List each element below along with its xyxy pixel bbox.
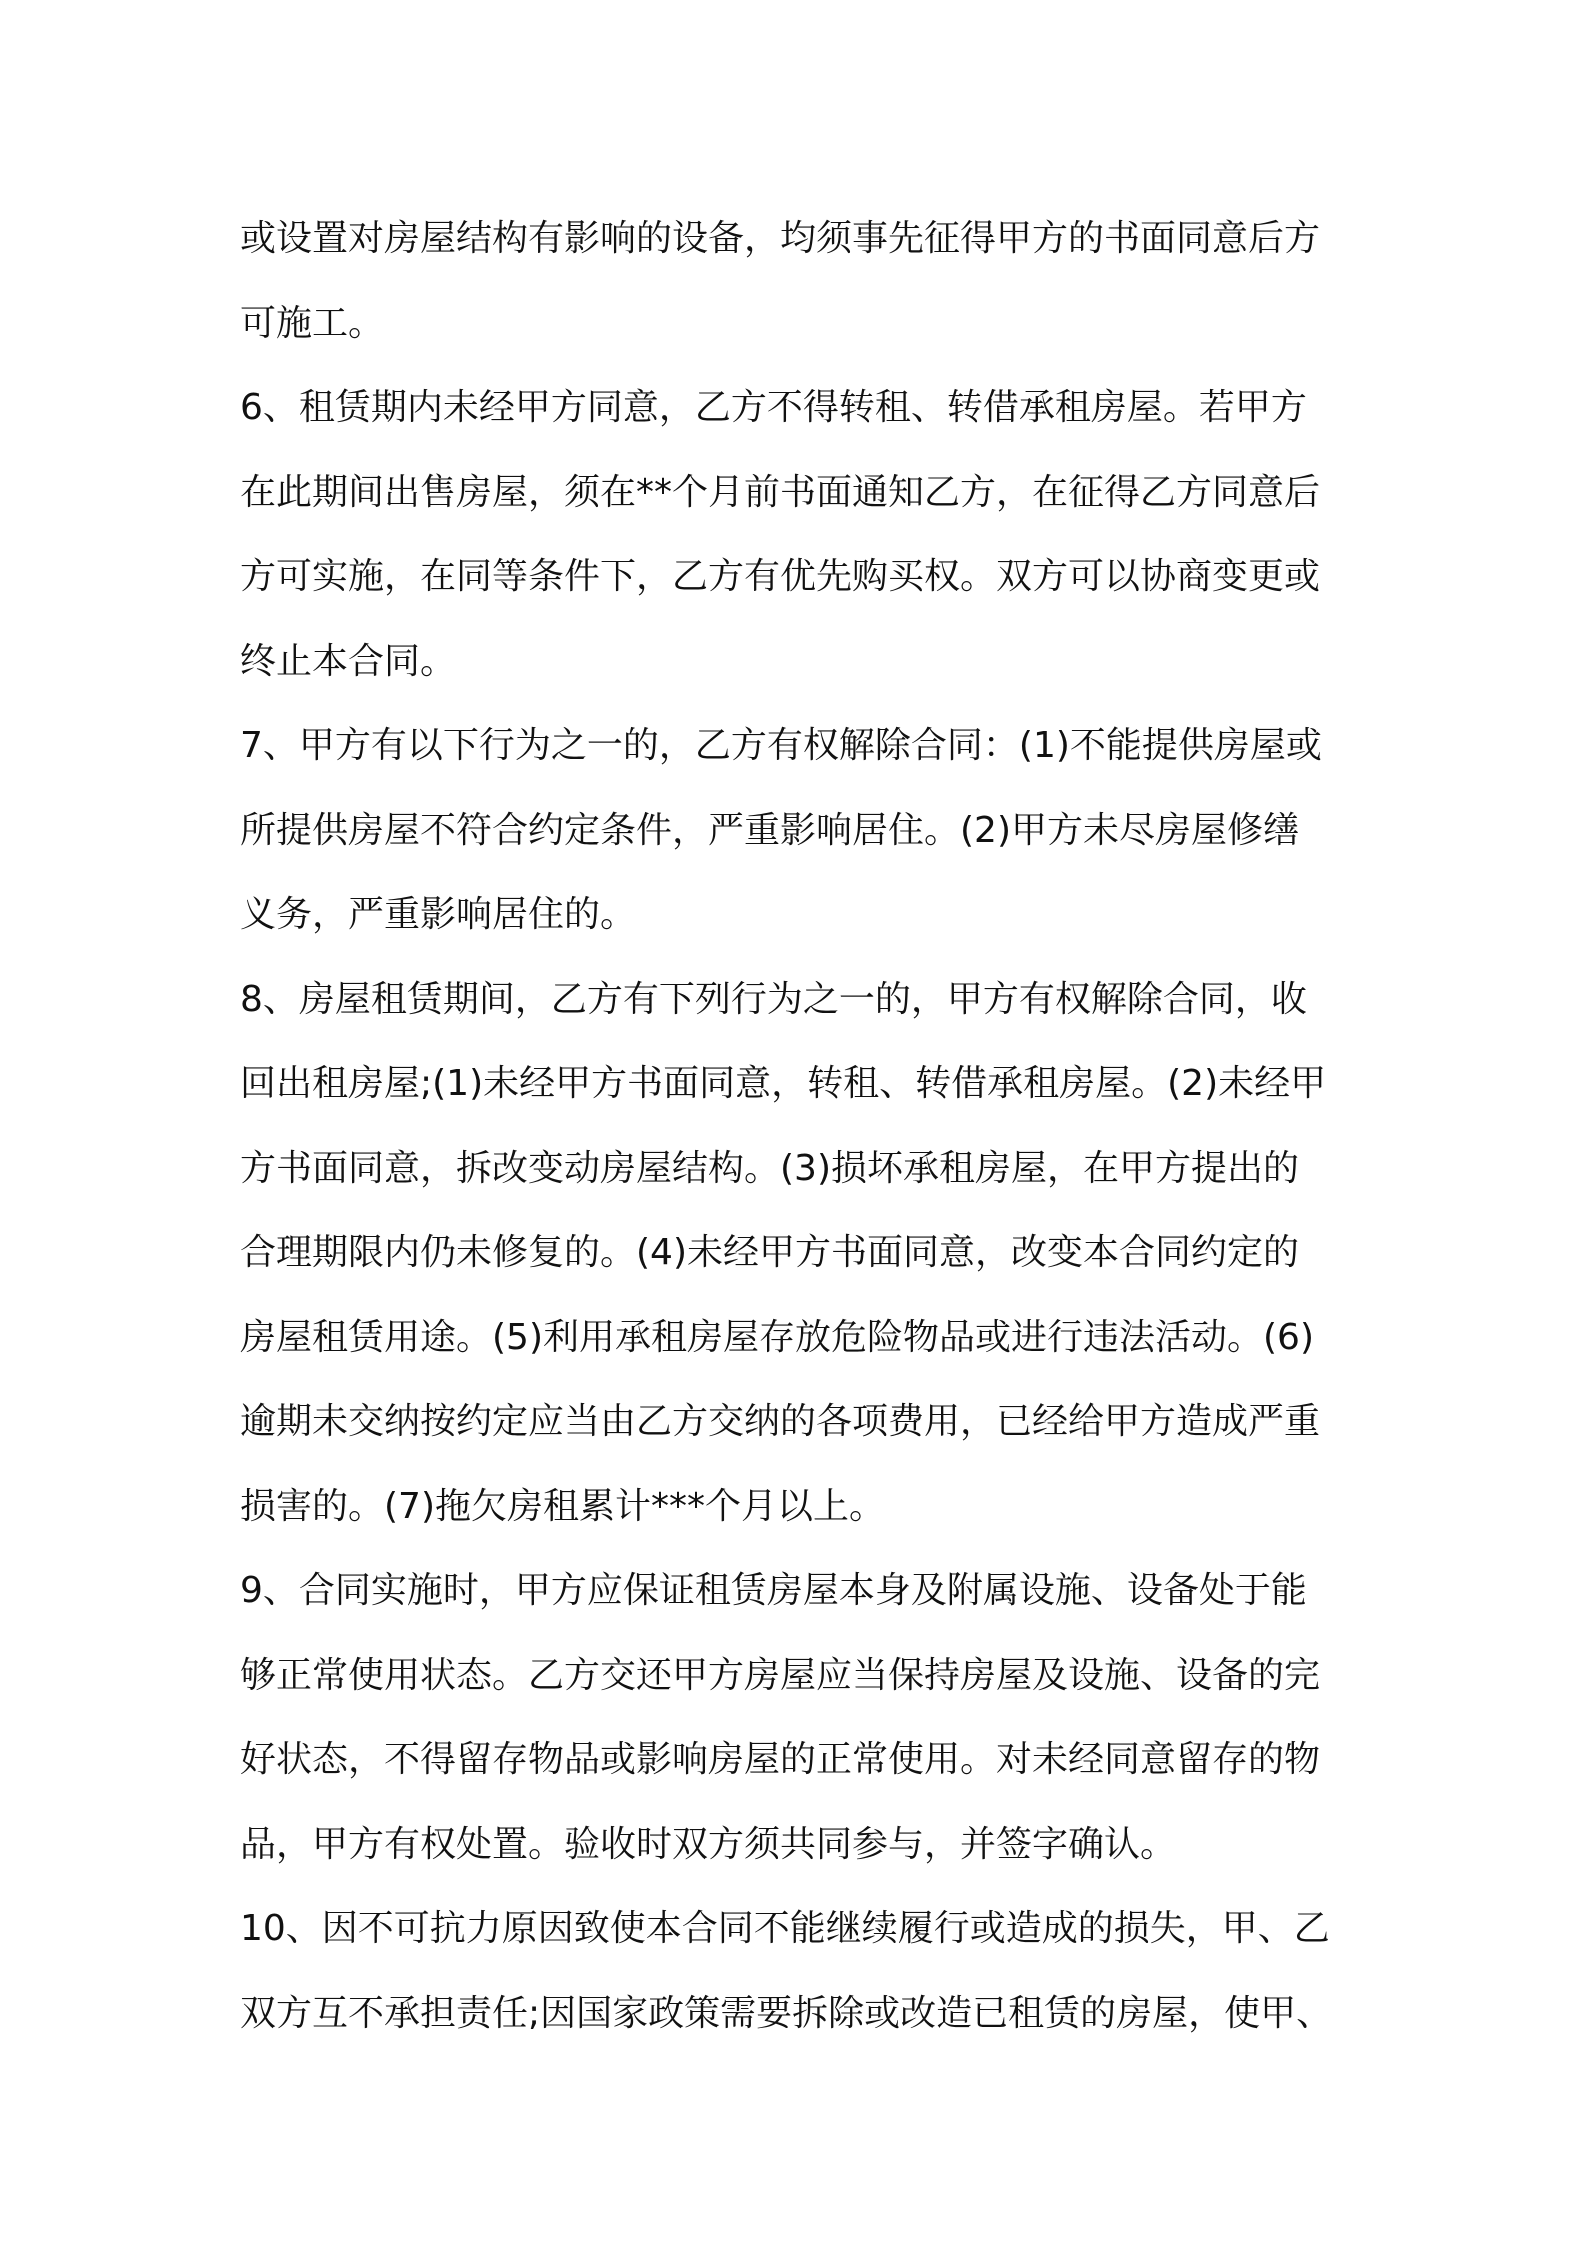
clause-9-line: 9、合同实施时，甲方应保证租赁房屋本身及附属设施、设备处于能 [240, 1570, 1307, 1611]
text-line: 损害的。(7)拖欠房租累计***个月以上。 [240, 1485, 885, 1527]
clause-8-line: 8、房屋租赁期间，乙方有下列行为之一的，甲方有权解除合同，收 [240, 978, 1307, 1020]
text-line: 所提供房屋不符合约定条件，严重影响居住。(2)甲方未尽房屋修缮 [240, 809, 1299, 851]
clause-6-line: 6、租赁期内未经甲方同意，乙方不得转租、转借承租房屋。若甲方 [240, 387, 1307, 428]
text-line: 或设置对房屋结构有影响的设备，均须事先征得甲方的书面同意后方 [240, 218, 1321, 259]
clause-7-line: 7、甲方有以下行为之一的，乙方有权解除合同：(1)不能提供房屋或 [240, 725, 1322, 766]
text-line: 好状态，不得留存物品或影响房屋的正常使用。对未经同意留存的物 [240, 1739, 1321, 1780]
text-line: 方书面同意，拆改变动房屋结构。(3)损坏承租房屋，在甲方提出的 [240, 1147, 1299, 1189]
text-line: 房屋租赁用途。(5)利用承租房屋存放危险物品或进行违法活动。(6) [240, 1316, 1314, 1358]
text-line: 回出租房屋;(1)未经甲方书面同意，转租、转借承租房屋。(2)未经甲 [240, 1063, 1327, 1104]
text-line: 双方互不承担责任;因国家政策需要拆除或改造已租赁的房屋，使甲、 [240, 1992, 1333, 2034]
text-line: 够正常使用状态。乙方交还甲方房屋应当保持房屋及设施、设备的完 [240, 1654, 1321, 1696]
text-line: 可施工。 [240, 302, 385, 344]
contract-text-body [240, 197, 1360, 2056]
text-line: 方可实施，在同等条件下，乙方有优先购买权。双方可以协商变更或 [240, 556, 1321, 597]
text-line: 合理期限内仍未修复的。(4)未经甲方书面同意，改变本合同约定的 [240, 1232, 1299, 1273]
text-line: 逾期未交纳按约定应当由乙方交纳的各项费用，已经给甲方造成严重 [240, 1401, 1321, 1442]
text-line: 终止本合同。 [240, 640, 457, 682]
text-line: 品，甲方有权处置。验收时双方须共同参与，并签字确认。 [240, 1823, 1177, 1865]
text-line: 义务，严重影响居住的。 [240, 894, 637, 935]
clause-10-line: 10、因不可抗力原因致使本合同不能继续履行或造成的损失，甲、乙 [240, 1908, 1330, 1949]
text-line: 在此期间出售房屋，须在**个月前书面通知乙方，在征得乙方同意后 [240, 471, 1321, 513]
